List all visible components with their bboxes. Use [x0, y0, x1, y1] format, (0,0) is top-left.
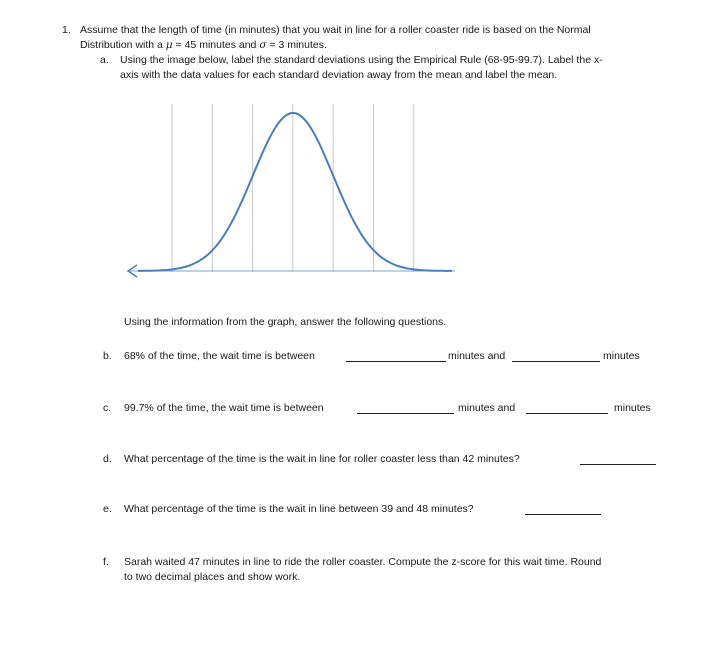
part-c-text: 99.7% of the time, the wait time is between — [124, 402, 324, 414]
part-d-blank[interactable] — [580, 464, 656, 465]
part-c-end: minutes — [614, 402, 651, 414]
part-b-end: minutes — [603, 350, 640, 362]
part-d-text: What percentage of the time is the wait in line for roller coaster less than 42 minutes? — [124, 453, 520, 465]
part-b-mid: minutes and — [448, 350, 506, 362]
part-e-blank[interactable] — [525, 514, 601, 515]
part-c-label: c. — [103, 402, 112, 414]
stem-line2-prefix: Distribution with a — [80, 39, 163, 51]
part-f-label: f. — [103, 556, 109, 568]
mu-value: = 45 minutes and — [175, 39, 257, 51]
part-f-line2: to two decimal places and show work. — [124, 571, 301, 583]
part-e-text: What percentage of the time is the wait in line between 39 and 48 minutes? — [124, 503, 474, 515]
part-e-label: e. — [103, 503, 112, 515]
mu-symbol: μ — [165, 39, 173, 51]
sigma-value: = 3 minutes. — [269, 39, 327, 51]
part-b-blank-2[interactable] — [512, 361, 600, 362]
part-f-line1: Sarah waited 47 minutes in line to ride the roller coaster. Compute the z-score for this wait time. Round — [124, 556, 602, 568]
part-c-blank-2[interactable] — [526, 413, 608, 414]
part-b-text: 68% of the time, the wait time is between — [124, 350, 315, 362]
part-b-label: b. — [103, 350, 112, 362]
part-a-line1: Using the image below, label the standard deviations using the Empirical Rule (68-95-99.7). Label the x- — [120, 54, 603, 66]
question-number: 1. — [62, 24, 71, 36]
sigma-symbol: σ — [259, 39, 267, 51]
part-b-blank-1[interactable] — [346, 361, 446, 362]
part-a-label: a. — [100, 54, 109, 66]
part-a-line2: axis with the data values for each standard deviation away from the mean and label the mean. — [120, 69, 558, 81]
part-c-mid: minutes and — [458, 402, 516, 414]
part-c-blank-1[interactable] — [357, 413, 454, 414]
instruction-text: Using the information from the graph, answer the following questions. — [124, 316, 447, 328]
normal-curve — [138, 113, 452, 271]
graph-gridlines — [172, 104, 414, 272]
question-stem-line1: Assume that the length of time (in minutes) that you wait in line for a roller coaster ride is based on the Normal — [80, 24, 591, 36]
part-d-label: d. — [103, 453, 112, 465]
